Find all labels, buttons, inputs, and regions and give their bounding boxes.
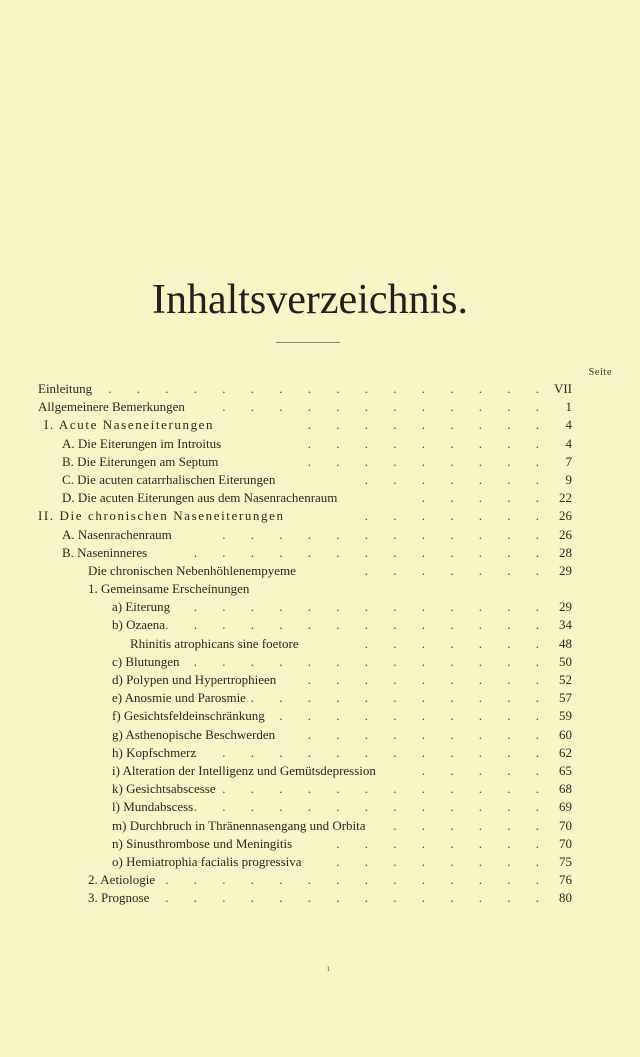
toc-entry-label: f) Gesichtsfeldeinschränkung [112,708,265,724]
toc-entry [0,744,640,762]
toc-entry-page: 26 [559,508,572,524]
toc-entry-page: 57 [559,690,572,706]
toc-entry-label: C. Die acuten catarrhalischen Eiterungen [62,471,276,487]
toc-entry-page: 65 [559,762,572,778]
toc-entry [0,380,640,398]
toc-entry-leader: . . . . . . . . . . . . [222,526,550,542]
toc-entry-page: VII [553,381,572,396]
toc-entry-leader: . . . . . . . . . [307,435,550,451]
toc-entry-leader: . . . . . . [393,817,550,833]
toc-entry [0,835,640,853]
toc-entry-label: Die chronischen Nebenhöhlenempyeme [88,562,296,578]
toc-entry-label: a) Eiterung [112,599,171,615]
toc-entry-label: B. Die Eiterungen am Septum [62,453,219,469]
toc-entry-page: 70 [559,835,572,851]
toc-entry-leader: . . . . . . . . . . . . . . [165,599,550,615]
toc-entry-page: 28 [559,544,572,560]
toc-entry-label: 2. Aetiologie [88,872,156,888]
toc-entry-leader: . . . . . . . . . [307,417,550,433]
toc-entry [0,471,640,489]
toc-entry-leader: . . . . . . . [364,508,550,524]
toc-entry-page: 7 [565,453,572,469]
toc-entry-leader: . . . . . . . . . . . . . [193,653,550,669]
signature-mark: ı [327,964,330,973]
toc-entry-leader: . . . . . [421,490,550,506]
toc-entry [0,817,640,835]
toc-entry-label: 1. Gemeinsame Erscheinungen [88,581,250,597]
toc-entry-page: 68 [559,781,572,797]
toc-entry-label: Einleitung [38,381,93,396]
toc-entry-page: 59 [559,708,572,724]
toc-entry [0,726,640,744]
page-title: Inhaltsverzeichnis. [151,277,469,323]
toc-entry [0,707,640,725]
toc-entry-label: A. Nasenrachenraum [62,526,172,542]
toc-entry [0,598,640,616]
toc-entry [0,416,640,434]
toc-entry-page: 62 [559,744,572,760]
toc-entry-label: c) Blutungen [112,653,180,669]
toc-entry [0,616,640,634]
toc-entry-leader: . . . . . . . . . . [279,708,550,724]
toc-entry [0,798,640,816]
toc-entry-label: I. Acute Naseneiterungen [44,417,215,433]
table-of-contents [0,380,640,907]
toc-entry-label: e) Anosmie und Parosmie [112,690,246,706]
toc-entry-page: 48 [559,635,572,651]
toc-entry-page: 9 [565,471,572,487]
toc-entry-page: 1 [565,399,572,415]
toc-entry-label: b) Ozaena [112,617,166,633]
toc-entry-page: 34 [559,617,572,633]
toc-entry-leader: . . . . . . . . . [307,726,550,742]
toc-entry-label: Allgemeinere Bemerkungen [38,399,185,415]
toc-entry-leader: . . . . . . . . . . . . [222,399,550,415]
toc-entry-page: 75 [559,853,572,869]
toc-entry-label: D. Die acuten Eiterungen aus dem Nasenrachenraum [62,490,338,506]
toc-entry-label: B. Naseninneres [62,544,148,560]
toc-entry-leader: . . . . . . . . [336,835,550,851]
toc-entry-leader: . . . . . [421,762,550,778]
toc-entry-page: 52 [559,672,572,687]
toc-entry-page: 80 [559,890,572,906]
toc-entry-leader: . . . . . . . . . . . . . [193,744,550,760]
toc-entry-label: l) Mundabscess [112,799,194,815]
toc-entry-label: n) Sinusthrombose und Meningitis [112,835,293,851]
toc-entry-leader: . . . . . . . . . . . . . . [165,890,550,906]
toc-entry-page: 60 [559,726,572,742]
toc-entry [0,526,640,544]
toc-entry-label: g) Asthenopische Beschwerden [112,726,276,742]
toc-entry-leader: . . . . . . . . . . . . . [193,799,550,815]
toc-entry [0,453,640,471]
toc-entry-leader: . . . . . . . . . [307,672,550,687]
toc-entry-leader: . . . . . . . . . . . . . [193,544,550,560]
toc-entry-leader: . . . . . . . . . . . [250,690,550,706]
toc-entry [0,435,640,453]
toc-entry [0,507,640,525]
toc-entry-leader: . . . . . . . [364,635,550,651]
toc-entry [0,689,640,707]
toc-entry-leader: . . . . . . . [364,562,550,578]
toc-entry-label: h) Kopfschmerz [112,744,197,760]
toc-entry-page: 22 [559,490,572,506]
toc-entry-label: i) Alteration der Intelligenz und Gemütsdepression [112,762,376,778]
toc-entry [0,544,640,562]
toc-entry-label: A. Die Eiterungen im Introitus [62,435,222,451]
toc-entry-page: 29 [559,599,572,615]
toc-entry-page: 70 [559,817,572,833]
toc-entry-label: m) Durchbruch in Thränennasengang und Orbita [112,817,366,833]
title-divider [276,342,340,343]
toc-entry [0,889,640,907]
toc-entry-page: 50 [559,653,572,669]
toc-entry [0,635,640,653]
toc-entry [0,853,640,871]
page-column-header: Seite [588,367,612,378]
toc-entry [0,871,640,889]
toc-entry [0,562,640,580]
toc-entry-label: d) Polypen und Hypertrophieen [112,672,277,687]
toc-entry-page: 29 [559,562,572,578]
toc-entry-leader: . . . . . . . . [336,853,550,869]
toc-entry-label: o) Hemiatrophia facialis progressiva [112,853,302,869]
toc-entry-leader: . . . . . . . . . . . . . . [165,617,550,633]
toc-entry-page: 26 [559,526,572,542]
toc-entry-label: k) Gesichtsabscesse [112,781,216,797]
toc-entry [0,653,640,671]
toc-entry [0,762,640,780]
toc-entry [0,398,640,416]
toc-entry [0,489,640,507]
toc-entry-page: 4 [565,417,572,433]
toc-entry [0,580,640,598]
toc-entry-page: 76 [559,872,572,888]
toc-entry-page: 4 [565,435,572,451]
toc-entry-leader: . . . . . . . . . . . . . . [165,872,550,888]
toc-entry [0,671,640,689]
toc-entry-leader: . . . . . . . [364,471,550,487]
toc-entry-leader: . . . . . . . . . . . . . . . . [108,381,550,396]
toc-entry-label: II. Die chronischen Naseneiterungen [38,508,285,524]
toc-entry-page: 69 [559,799,572,815]
toc-entry-leader: . . . . . . . . . . . . [222,781,550,797]
toc-entry-label: 3. Prognose [88,890,150,906]
toc-entry [0,780,640,798]
toc-entry-leader: . . . . . . . . . [307,453,550,469]
toc-entry-label: Rhinitis atrophicans sine foetore [130,635,299,651]
